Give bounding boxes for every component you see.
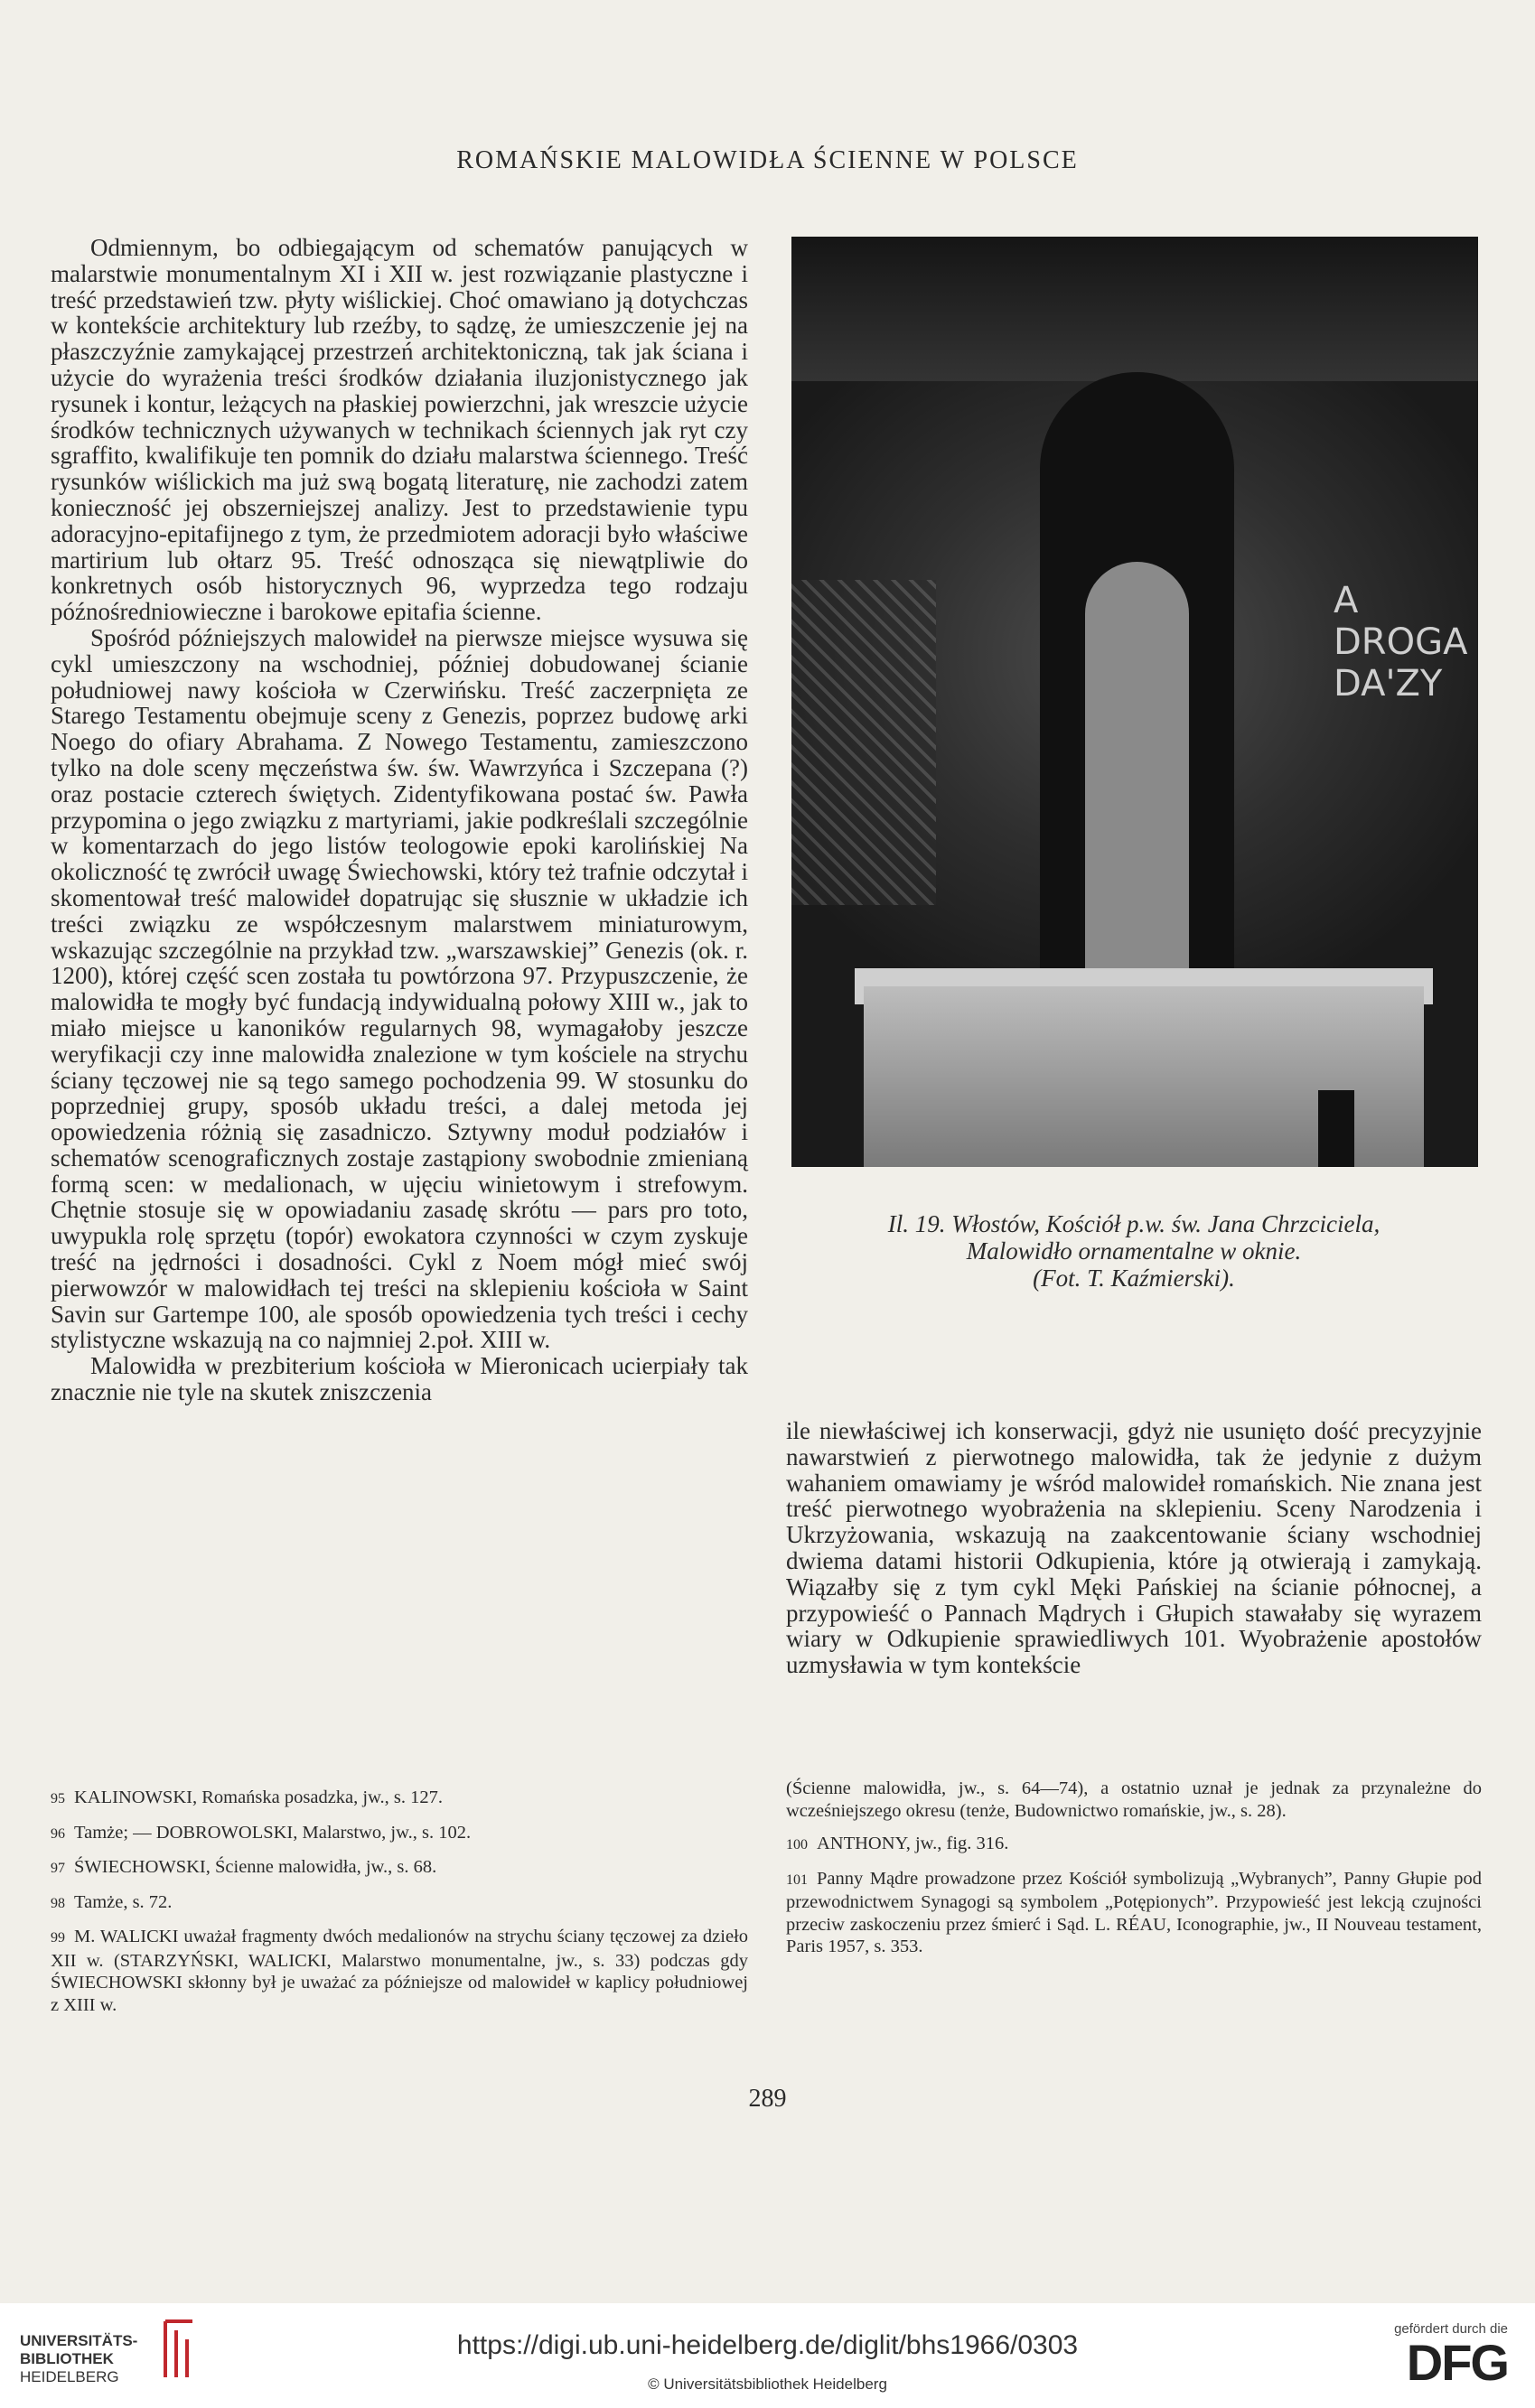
footnote-text: KALINOWSKI, Romańska posadzka, jw., s. 127. <box>74 1787 444 1807</box>
footnote-text: Tamże; — DOBROWOLSKI, Malarstwo, jw., s. 102. <box>74 1822 472 1843</box>
inscription-line-1: A <box>1334 580 1359 621</box>
viewer-footer <box>0 2303 1535 2408</box>
photo-inscription <box>1334 580 1478 761</box>
footnote-number: 95 <box>51 1791 65 1806</box>
caption-line-1: Il. 19. Włostów, Kościół p.w. św. Jana Chrzciciela, <box>887 1210 1381 1237</box>
footnote-100 <box>786 1833 1482 1857</box>
footnote-99 <box>51 1926 748 2016</box>
figure-photo-window-painting <box>791 237 1478 1167</box>
inscription-line-2: DROGA <box>1334 621 1468 663</box>
permalink-url[interactable]: https://digi.ub.uni-heidelberg.de/diglit/bhs1966/0303 <box>456 2330 1079 2360</box>
photo-wall-shadow <box>791 237 1478 381</box>
footnote-number: 96 <box>51 1825 65 1842</box>
funder-note: gefördert durch die <box>1394 2321 1508 2337</box>
footnote-101 <box>786 1868 1482 1958</box>
paragraph-1: Odmiennym, bo odbiegającym od schematów panujących w malarstwie monumentalnym XI i XII w. jest rozwiązanie plastyczne i treść przedstawień tzw. płyty wiślickiej. Choć omawiano ją dotychczas w kontekście architektury lub rzeźby, to sądzę, że umieszczenie jej na płaszczyźnie zamykającej przestrzeń architektoniczną, tak jak ściana i użycie do wyrażenia treści środków działania iluzjonistycznego jak rysunek i kontur, leżących na płaskiej powierzchni, jak wreszcie użycie środków technicznych używanych w technikach ściennych jak ryt czy sgraffito, kwalifikuje ten pomnik do działu malarstwa ściennego. Treść rysunków wiślickich ma już swą bogatą literaturę, nie zachodzi zatem konieczność jej obszerniejszej analizy. Jest to przedstawienie typu adoracyjno-epitafijnego z tym, że przedmiotem adoracji było właściwe martirium lub ołtarz 95. Treść odnosząca się niewątpliwie do konkretnych osób historycznych 96, wyprzedza tego rodzaju późnośredniowieczne i barokowe epitafia ścienne. <box>51 234 748 626</box>
copyright-notice: © Universitätsbibliothek Heidelberg <box>648 2375 887 2393</box>
footnote-text: ANTHONY, jw., fig. 316. <box>817 1834 1009 1853</box>
photo-interlace-ornament <box>791 580 936 905</box>
footnote-98 <box>51 1891 748 1916</box>
footnote-number: 99 <box>51 1930 65 1946</box>
footnote-95 <box>51 1787 748 1811</box>
footnote-97 <box>51 1856 748 1881</box>
footnotes-right <box>786 1778 1482 1969</box>
footnote-number: 97 <box>51 1861 65 1876</box>
right-column-text: ile niewłaściwej ich konserwacji, gdyż nie usunięto dość precyzyjnie nawarstwień z pierwotnego malowidła, tak że jedynie z dużym wahaniem omawiamy je wśród malowideł romańskich. Nie znana jest treść pierwotnego wyobrażenia na sklepieniu. Sceny Narodzenia i Ukrzyżowania, wskazują na zaakcentowanie ściany wschodniej dwiema datami historii Odkupienia, które ją otwierają i zamykają. Wiązałby się z tym cykl Męki Pańskiej na ścianie północnej, a przypowieść o Pannach Mądrych i Głupich stawałaby się wyrazem wiary w Odkupienie sprawiedliwych 101. Wyobrażenie apostołów uzmysławia w tym kontekście <box>786 1417 1482 1679</box>
paragraph-3: Malowidła w prezbiterium kościoła w Mieronicach ucierpiały tak znacznie nie tyle na skutek zniszczenia <box>51 1352 748 1406</box>
footnote-99-continued <box>786 1778 1482 1822</box>
footnote-text: ŚWIECHOWSKI, Ścienne malowidła, jw., s. 68. <box>74 1857 437 1877</box>
photo-iron-cross <box>1318 1090 1354 1167</box>
right-column <box>786 1418 1482 1678</box>
figure-caption <box>786 1210 1482 1292</box>
footnote-text: (Ścienne malowidła, jw., s. 64—74), a ostatnio uznał je jednak za przynależne do wcześniejszego okresu (tenże, Budownictwo romańskie, jw., s. 28). <box>786 1778 1482 1821</box>
footnote-number: 101 <box>786 1871 808 1888</box>
library-name-line-3: HEIDELBERG <box>20 2368 119 2385</box>
dfg-logo: DFG <box>1406 2334 1508 2391</box>
library-name-line-2: BIBLIOTHEK <box>20 2350 114 2367</box>
footnote-number: 98 <box>51 1895 65 1911</box>
left-column <box>51 235 748 1405</box>
paragraph-2: Spośród późniejszych malowideł na pierwsze miejsce wysuwa się cykl umieszczony na wschodniej, później dobudowanej ścianie południowej nawy kościoła w Czerwińsku. Treść zaczerpnięta ze Starego Testamentu obejmuje sceny z Genezis, poprzez budowę arki Noego do ofiary Abrahama. Z Nowego Testamentu, zamieszczono tylko na dole sceny męczeństwa św. św. Wawrzyńca i Szczepana (?) oraz postacie czterech świętych. Zidentyfikowana postać św. Pawła przypomina o jego związku z martyriami, jakie podkreślali szczególnie w komentarzach do jego listów teologowie epoki karolińskiej Na okoliczność tę zwrócił uwagę Świechowski, który też trafnie odczytał i skomentował treść malowideł dopatrując się słusznie w układzie ich treści związku ze współczesnym malarstwem miniaturowym, wskazując szczególnie na przykład tzw. „warszawskiej” Genezis (ok. r. 1200), której część scen została tu powtórzona 97. Przypuszczenie, że malowidła te mogły być fundacją indywidualną połowy XIII w., jak to miało miejsce u kanoników regularnych 98, wymagałoby jeszcze weryfikacji czy inne malowidła znalezione w tym kościele na strychu ściany tęczowej nie są tego samego pochodzenia 99. W stosunku do poprzedniej grupy, sposób układu treści, a dalej metoda jej opowiedzenia różnią się zasadniczo. Sztywny moduł podziałów i schematów scenograficznych zostaje zastąpiony swobodnie zmienianą formą scen: w medalionach, w ujęciu winietowym i strefowym. Chętnie stosuje się w opowiadaniu zasadę skrótu — pars pro toto, uwypukla rolę sprzętu (topór) ewokatora czynności w czym zyskuje treść na jędrności i dosadności. Cykl z Noem mógł mieć swój pierwowzór w malowidłach tej treści na sklepieniu kościoła w Saint Savin sur Gartempe 100, ale sposób opowiedzenia tych treści i cechy stylistyczne wskazują na co najmniej 2.poł. XIII w. <box>51 623 748 1354</box>
footnote-96 <box>51 1822 748 1846</box>
funder-badge[interactable] <box>1381 2321 1508 2389</box>
footnotes-left <box>51 1787 748 2027</box>
inscription-line-3: DA'ZY <box>1334 663 1443 705</box>
running-head: ROMAŃSKIE MALOWIDŁA ŚCIENNE W POLSCE <box>456 146 1079 174</box>
page-number: 289 <box>748 2085 787 2113</box>
caption-line-3: (Fot. T. Kaźmierski). <box>1033 1265 1235 1292</box>
footnote-number: 100 <box>786 1837 808 1853</box>
footnote-text: Panny Mądre prowadzone przez Kościół symbolizują „Wybranych”, Panny Głupie pod przewodnictwem Synagogi są symbolem „Potępionych”. Przypowieść jest lekcją czujności przeciw zaskoczeniu przez śmierć i Sąd. L. RÉAU, Iconographie, jw., II Nouveau testament, Paris 1957, s. 353. <box>786 1868 1482 1956</box>
footnote-text: M. WALICKI uważał fragmenty dwóch medalionów na strychu ściany tęczowej za dzieło XII w. (STARZYŃSKI, WALICKI, Malarstwo monumentalne, jw., s. 33) podczas gdy ŚWIECHOWSKI skłonny był je uważać za późniejsze od malowideł w kaplicy południowej z XIII w. <box>51 1927 748 2015</box>
library-name-line-1: UNIVERSITÄTS- <box>20 2332 138 2349</box>
caption-line-2: Malowidło ornamentalne w oknie. <box>966 1237 1302 1265</box>
footnote-text: Tamże, s. 72. <box>74 1891 173 1912</box>
